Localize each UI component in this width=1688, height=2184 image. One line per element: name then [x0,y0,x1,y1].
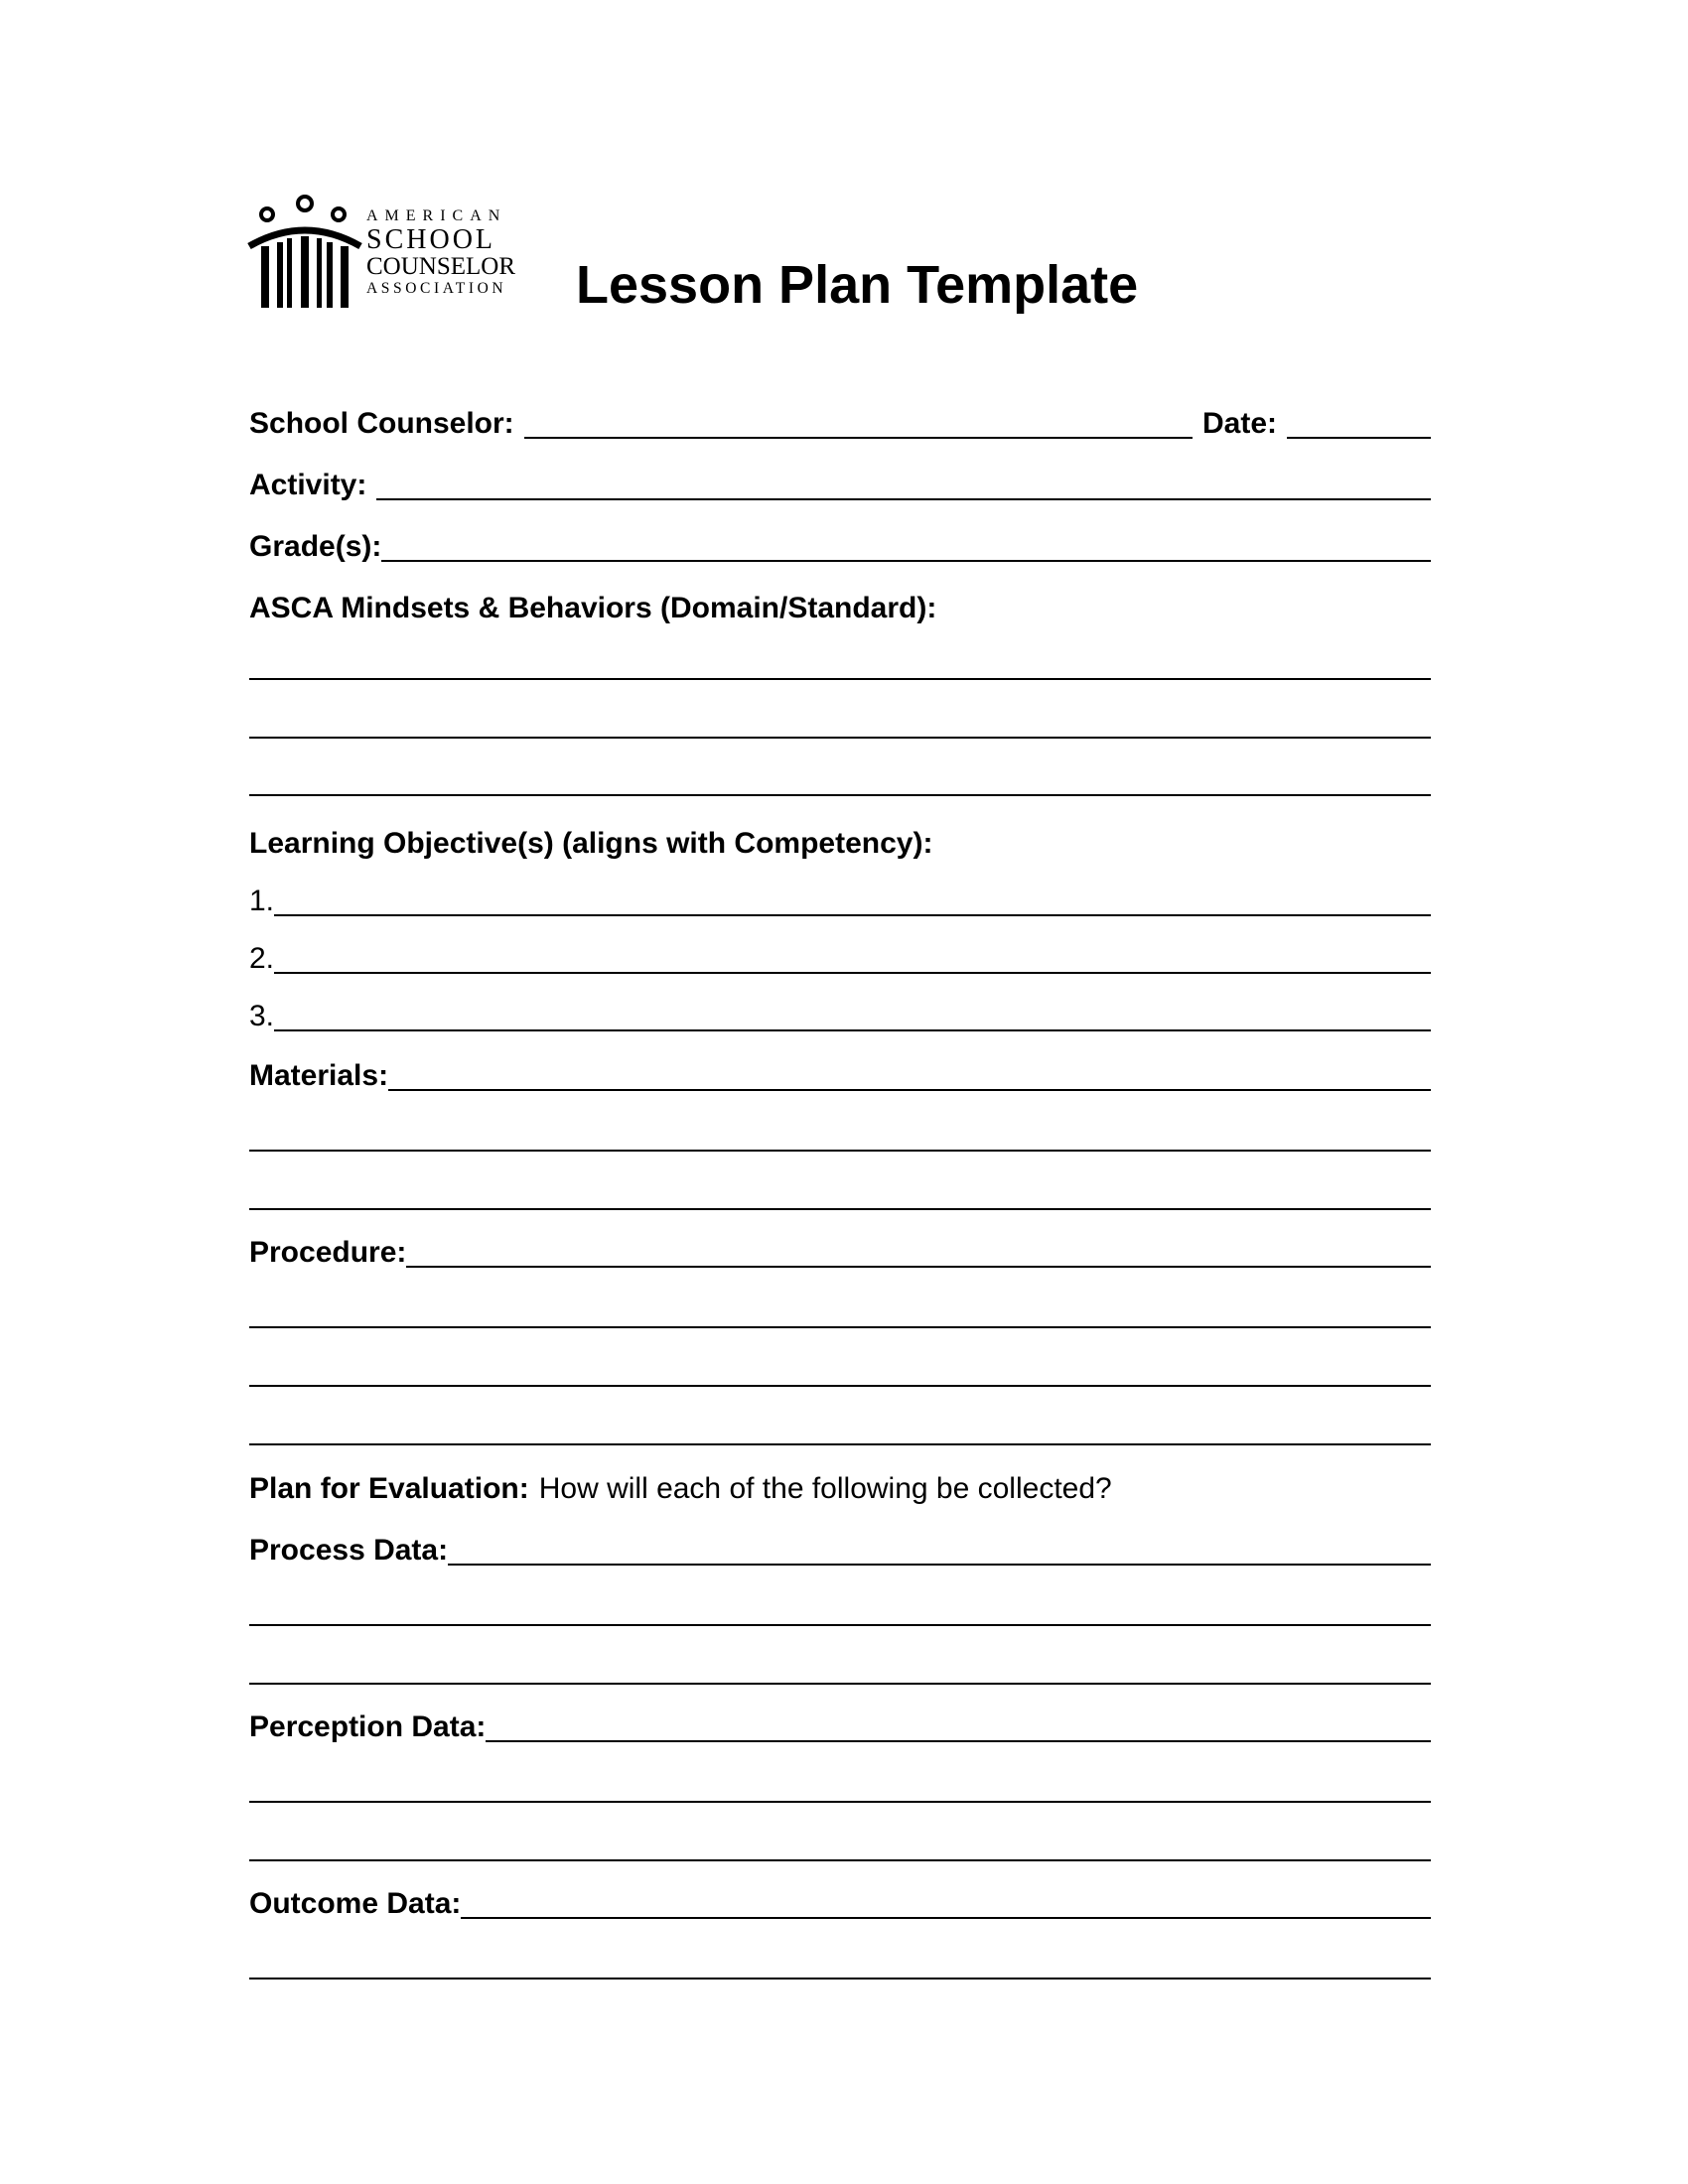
date-label: Date: [1201,407,1277,440]
perception-data-line-1[interactable] [249,1801,1431,1803]
objective-field-1[interactable] [274,914,1431,916]
school-counselor-label: School Counselor: [249,407,514,440]
process-data-row [249,1524,1431,1568]
materials-line-2[interactable] [249,1208,1431,1210]
objective-field-2[interactable] [274,972,1431,974]
school-counselor-field[interactable] [524,437,1193,439]
materials-line-1[interactable] [249,1150,1431,1152]
procedure-field[interactable] [406,1266,1431,1268]
asca-logo-text [366,208,545,297]
asca-line-2[interactable] [249,737,1431,739]
asca-row [249,582,1431,625]
evaluation-label: Plan for Evaluation: [249,1472,529,1505]
grades-row [249,520,1431,564]
perception-data-field[interactable] [486,1740,1431,1742]
asca-line-1[interactable] [249,678,1431,680]
materials-row [249,1049,1431,1093]
objective-row-3 [249,990,1431,1033]
date-field[interactable] [1287,437,1431,439]
objectives-label: Learning Objective(s) (aligns with Competency): [249,827,933,860]
perception-data-line-2[interactable] [249,1859,1431,1861]
objective-number-1: 1. [249,885,275,917]
procedure-line-3[interactable] [249,1443,1431,1445]
procedure-row [249,1226,1431,1270]
outcome-data-field[interactable] [461,1917,1431,1919]
objective-field-3[interactable] [274,1029,1431,1031]
objective-row-2 [249,932,1431,976]
asca-label: ASCA Mindsets & Behaviors (Domain/Standard): [249,592,937,624]
asca-columns-icon [247,195,362,312]
materials-label: Materials: [249,1059,389,1092]
materials-field[interactable] [388,1089,1431,1091]
process-data-label: Process Data: [249,1534,449,1567]
process-data-field[interactable] [448,1564,1431,1566]
logo-school: SCHOOL [366,224,496,255]
objective-number-2: 2. [249,942,275,975]
grades-field[interactable] [381,560,1431,562]
school-counselor-row [249,397,1431,441]
outcome-data-row [249,1877,1431,1921]
page-title: Lesson Plan Template [576,255,1139,315]
evaluation-question: How will each of the following be collected? [538,1472,1112,1505]
objective-row-1 [249,875,1431,918]
procedure-label: Procedure: [249,1236,407,1269]
outcome-data-line-1[interactable] [249,1978,1431,1979]
outcome-data-label: Outcome Data: [249,1887,462,1920]
logo-counselor: COUNSELOR [366,253,516,280]
activity-field[interactable] [376,498,1431,500]
process-data-line-1[interactable] [249,1624,1431,1626]
objective-number-3: 3. [249,1000,275,1032]
objectives-row [249,817,1431,861]
asca-logo [247,195,545,312]
grades-label: Grade(s): [249,530,382,563]
perception-data-row [249,1701,1431,1744]
logo-american: AMERICAN [366,207,507,224]
procedure-line-1[interactable] [249,1326,1431,1328]
perception-data-label: Perception Data: [249,1710,487,1743]
activity-row [249,459,1431,502]
logo-association: ASSOCIATION [366,280,507,297]
activity-label: Activity: [249,469,367,501]
asca-line-3[interactable] [249,794,1431,796]
process-data-line-2[interactable] [249,1683,1431,1685]
procedure-line-2[interactable] [249,1385,1431,1387]
evaluation-row [249,1462,1431,1506]
